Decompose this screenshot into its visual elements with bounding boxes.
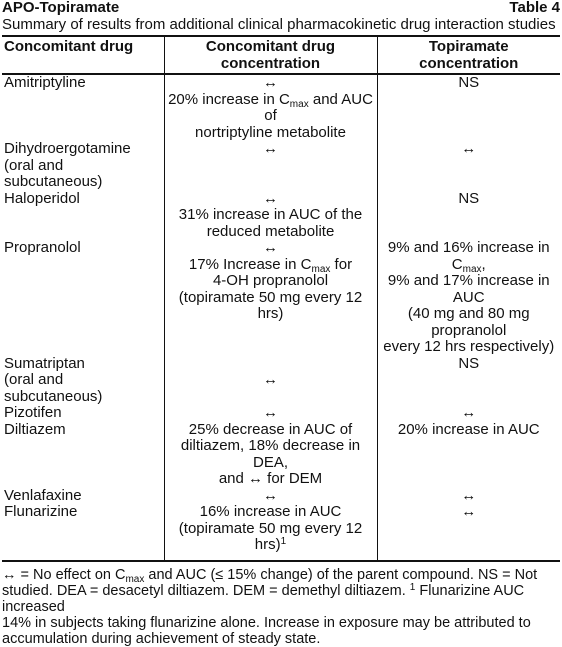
column-header-topiramate-concentration: Topiramate concentration bbox=[419, 38, 519, 72]
drug-name-cell: Propranolol bbox=[2, 240, 164, 356]
drug-name-cell: Amitriptyline bbox=[2, 74, 164, 141]
table-header-row bbox=[2, 37, 560, 74]
table-footnote bbox=[2, 562, 560, 647]
table-row bbox=[2, 74, 560, 141]
drug-concentration-cell: ↔ 31% increase in AUC of the reduced metabolite bbox=[164, 191, 377, 241]
table-row bbox=[2, 405, 560, 422]
footnote-line: ↔ = No effect on $C_{max}$ and AUC (≤ 15% change) of the parent compound. NS = Not bbox=[2, 566, 538, 585]
drug-name-cell: Flunarizine bbox=[2, 504, 164, 561]
drug-concentration-cell: ↔ bbox=[164, 488, 377, 505]
column-header-drug-concentration: Concomitant drug concentration bbox=[164, 37, 377, 74]
topiramate-concentration-cell: ↔ bbox=[461, 140, 477, 157]
topiramate-concentration-cell: NS bbox=[458, 189, 480, 207]
footnote-line: accumulation during achievement of steady state. bbox=[2, 630, 321, 647]
document-header bbox=[2, 0, 560, 17]
brand-title: APO-Topiramate bbox=[2, 0, 120, 16]
drug-concentration-cell: 25% decrease in AUC of diltiazem, 18% decrease in DEA, and ↔ for DEM bbox=[164, 422, 377, 488]
drug-concentration-cell: ↔ bbox=[164, 405, 377, 422]
drug-concentration-cell: ↔ 17% Increase in $C_{max}$ for 4-OH propranolol (topiramate 50 mg every 12 hrs) bbox=[164, 240, 377, 356]
table-row bbox=[2, 240, 560, 356]
topiramate-concentration-cell: ↔ bbox=[461, 486, 477, 504]
drug-name-cell: Venlafaxine bbox=[2, 488, 164, 505]
table-row bbox=[2, 191, 560, 241]
interaction-table bbox=[2, 37, 560, 562]
topiramate-concentration-cell: NS bbox=[458, 354, 480, 372]
topiramate-concentration-cell: 9% and 16% increase in $C_{max}$, 9% and 17% increase in AUC (40 mg and 80 mg propranolol every 12 hrs respectively) bbox=[383, 239, 555, 355]
table-row bbox=[2, 356, 560, 406]
table-label: Table 4 bbox=[509, 0, 560, 16]
topiramate-concentration-cell: ↔ bbox=[461, 404, 477, 421]
topiramate-concentration-cell: 20% increase in AUC bbox=[397, 420, 540, 438]
drug-name-cell: Pizotifen bbox=[2, 405, 164, 422]
table-row bbox=[2, 141, 560, 191]
column-header-drug: Concomitant drug bbox=[2, 37, 164, 74]
table-row bbox=[2, 504, 560, 561]
table-caption: Summary of results from additional clinical pharmacokinetic drug interaction studies bbox=[2, 17, 560, 37]
drug-name-cell: Sumatriptan (oral and subcutaneous) bbox=[2, 356, 164, 406]
drug-concentration-cell: ↔ bbox=[164, 356, 377, 406]
topiramate-concentration-cell: NS bbox=[458, 74, 480, 91]
drug-concentration-cell: ↔ 20% increase in $C_{max}$ and AUC of nortriptyline metabolite bbox=[164, 74, 377, 141]
drug-name-cell: Dihydroergotamine (oral and subcutaneous) bbox=[2, 141, 164, 191]
drug-name-cell: Haloperidol bbox=[2, 191, 164, 241]
drug-concentration-cell: 16% increase in AUC (topiramate 50 mg every 12 hrs)$^1$ bbox=[164, 504, 377, 561]
footnote-line: studied. DEA = desacetyl diltiazem. DEM = demethyl diltiazem. $^1$ Flunarizine AUC increased bbox=[2, 581, 525, 615]
drug-concentration-cell: ↔ bbox=[164, 141, 377, 191]
drug-name-cell: Diltiazem bbox=[2, 422, 164, 488]
topiramate-concentration-cell: ↔ bbox=[461, 503, 477, 520]
table-row bbox=[2, 422, 560, 488]
footnote-line: 14% in subjects taking flunarizine alone. Increase in exposure may be attributed to bbox=[2, 614, 531, 631]
